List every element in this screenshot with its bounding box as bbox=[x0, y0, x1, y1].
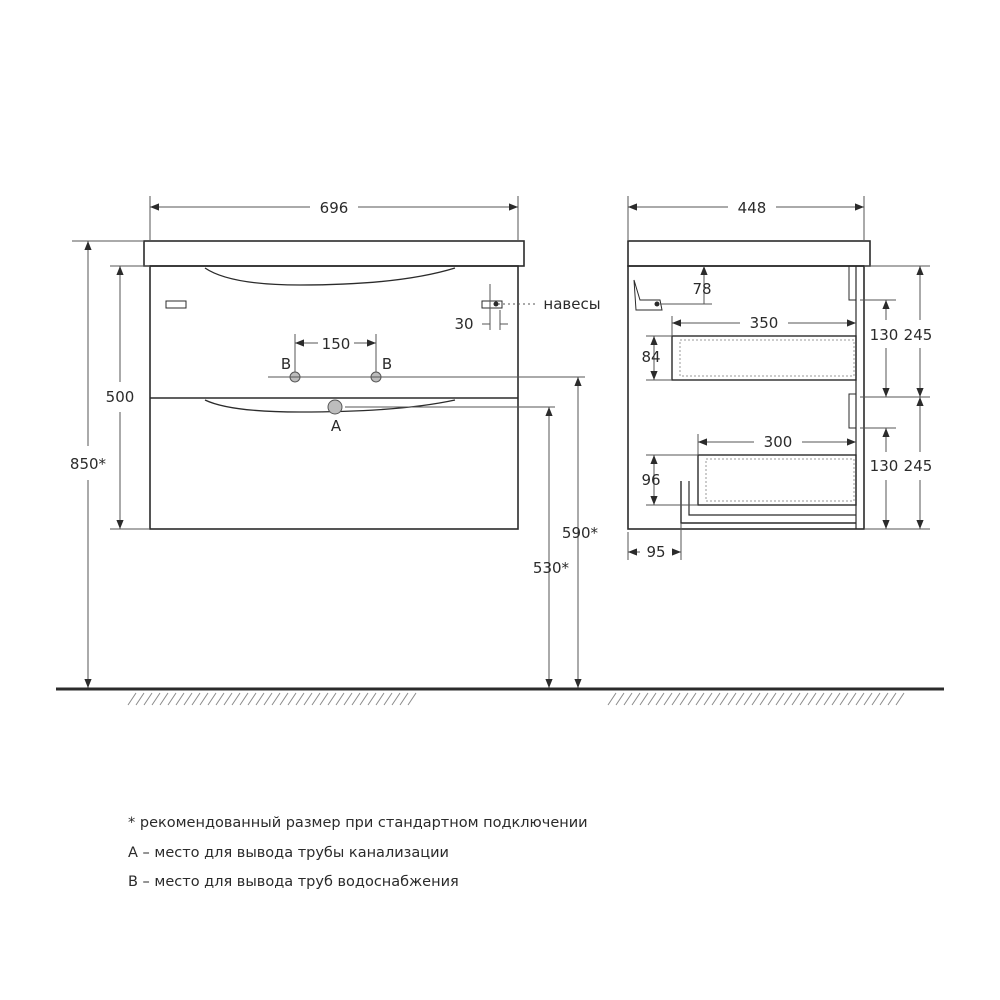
floor-hatch-mark bbox=[136, 693, 144, 705]
floor-hatch-mark bbox=[328, 693, 336, 705]
floor-hatch-mark bbox=[128, 693, 136, 705]
note-asterisk: * рекомендованный размер при стандартном подключении bbox=[128, 815, 588, 831]
floor-hatch-mark bbox=[840, 693, 848, 705]
note-a: А – место для вывода трубы канализации bbox=[128, 845, 449, 861]
floor-hatch-mark bbox=[624, 693, 632, 705]
floor-hatch-mark bbox=[304, 693, 312, 705]
floor-hatch-mark bbox=[776, 693, 784, 705]
floor bbox=[56, 689, 944, 705]
floor-hatch-mark bbox=[808, 693, 816, 705]
label-width-696: 696 bbox=[319, 199, 349, 217]
floor-hatch-mark bbox=[176, 693, 184, 705]
floor-hatch-mark bbox=[168, 693, 176, 705]
floor-hatch-mark bbox=[736, 693, 744, 705]
floor-hatch-mark bbox=[240, 693, 248, 705]
lower-drawer-inner bbox=[706, 459, 854, 501]
floor-hatch-mark bbox=[888, 693, 896, 705]
floor-hatch-mark bbox=[224, 693, 232, 705]
floor-hatch-mark bbox=[264, 693, 272, 705]
drain-pipe-hole bbox=[328, 400, 342, 414]
floor-hatch-mark bbox=[408, 693, 416, 705]
floor-hatch-mark bbox=[712, 693, 720, 705]
floor-hatch-mark bbox=[656, 693, 664, 705]
front-dimensions bbox=[69, 196, 585, 688]
label-height-590: 590* bbox=[561, 524, 599, 542]
floor-hatch-mark bbox=[248, 693, 256, 705]
label-b-right: B bbox=[381, 355, 393, 373]
floor-hatch-mark bbox=[760, 693, 768, 705]
floor-hatch-mark bbox=[728, 693, 736, 705]
floor-hatch-mark bbox=[144, 693, 152, 705]
floor-hatch-mark bbox=[608, 693, 616, 705]
floor-hatch-mark bbox=[688, 693, 696, 705]
floor-hatch-mark bbox=[640, 693, 648, 705]
floor-hatch-mark bbox=[368, 693, 376, 705]
label-a: A bbox=[330, 417, 342, 435]
floor-hatch-mark bbox=[280, 693, 288, 705]
label-upper-drawer-depth-350: 350 bbox=[749, 314, 779, 332]
upper-drawer bbox=[672, 336, 856, 380]
floor-hatch-mark bbox=[880, 693, 888, 705]
floor-hatch-mark bbox=[872, 693, 880, 705]
floor-hatch-mark bbox=[200, 693, 208, 705]
label-hole-spacing-150: 150 bbox=[321, 335, 351, 353]
floor-hatch-mark bbox=[296, 693, 304, 705]
floor-hatch-mark bbox=[376, 693, 384, 705]
label-hanger-offset-30: 30 bbox=[454, 315, 474, 333]
floor-hatch-mark bbox=[160, 693, 168, 705]
floor-hatch-mark bbox=[696, 693, 704, 705]
label-depth-448: 448 bbox=[737, 199, 767, 217]
floor-hatch-mark bbox=[208, 693, 216, 705]
lower-drawer bbox=[698, 455, 856, 505]
floor-hatching bbox=[128, 693, 904, 705]
floor-hatch-mark bbox=[344, 693, 352, 705]
floor-hatch-mark bbox=[800, 693, 808, 705]
floor-hatch-mark bbox=[192, 693, 200, 705]
floor-hatch-mark bbox=[272, 693, 280, 705]
floor-hatch-mark bbox=[352, 693, 360, 705]
floor-hatch-mark bbox=[768, 693, 776, 705]
floor-hatch-mark bbox=[288, 693, 296, 705]
floor-hatch-mark bbox=[392, 693, 400, 705]
label-hangers: навесы bbox=[543, 295, 601, 313]
label-cabinet-height-500: 500 bbox=[105, 388, 135, 406]
upper-drawer-inner bbox=[680, 340, 854, 376]
floor-hatch-mark bbox=[384, 693, 392, 705]
floor-hatch-mark bbox=[752, 693, 760, 705]
floor-hatch-mark bbox=[848, 693, 856, 705]
label-lower-drawer-height-96: 96 bbox=[641, 471, 661, 489]
floor-hatch-mark bbox=[680, 693, 688, 705]
floor-hatch-mark bbox=[856, 693, 864, 705]
floor-hatch-mark bbox=[896, 693, 904, 705]
hanger-right-dot bbox=[494, 302, 499, 307]
side-cabinet-body bbox=[628, 266, 864, 529]
floor-hatch-mark bbox=[616, 693, 624, 705]
floor-hatch-mark bbox=[744, 693, 752, 705]
lower-drawer-tray bbox=[681, 481, 856, 523]
floor-hatch-mark bbox=[232, 693, 240, 705]
floor-hatch-mark bbox=[832, 693, 840, 705]
label-lower-inner-130: 130 bbox=[869, 457, 899, 475]
front-view bbox=[144, 241, 524, 529]
floor-hatch-mark bbox=[400, 693, 408, 705]
floor-hatch-mark bbox=[864, 693, 872, 705]
floor-hatch-mark bbox=[704, 693, 712, 705]
label-upper-inner-130: 130 bbox=[869, 326, 899, 344]
label-toe-95: 95 bbox=[646, 543, 666, 561]
floor-hatch-mark bbox=[320, 693, 328, 705]
label-upper-drawer-height-84: 84 bbox=[641, 348, 661, 366]
floor-hatch-mark bbox=[360, 693, 368, 705]
label-top-offset-78: 78 bbox=[692, 280, 712, 298]
floor-hatch-mark bbox=[256, 693, 264, 705]
note-b: В – место для вывода труб водоснабжения bbox=[128, 874, 459, 890]
label-height-530: 530* bbox=[532, 559, 570, 577]
label-b-left: B bbox=[280, 355, 292, 373]
label-upper-outer-245: 245 bbox=[903, 326, 933, 344]
upper-handle-recess bbox=[205, 268, 455, 285]
label-lower-outer-245: 245 bbox=[903, 457, 933, 475]
side-countertop bbox=[628, 241, 870, 266]
floor-hatch-mark bbox=[664, 693, 672, 705]
floor-hatch-mark bbox=[632, 693, 640, 705]
floor-hatch-mark bbox=[816, 693, 824, 705]
dimension-labels bbox=[70, 199, 932, 577]
floor-hatch-mark bbox=[216, 693, 224, 705]
front-countertop bbox=[144, 241, 524, 266]
floor-hatch-mark bbox=[720, 693, 728, 705]
label-total-height-850: 850* bbox=[69, 455, 107, 473]
label-lower-drawer-depth-300: 300 bbox=[763, 433, 793, 451]
floor-hatch-mark bbox=[648, 693, 656, 705]
floor-hatch-mark bbox=[312, 693, 320, 705]
hanger-left bbox=[166, 301, 186, 308]
floor-hatch-mark bbox=[336, 693, 344, 705]
floor-hatch-mark bbox=[784, 693, 792, 705]
side-view bbox=[628, 241, 870, 529]
floor-hatch-mark bbox=[792, 693, 800, 705]
floor-hatch-mark bbox=[152, 693, 160, 705]
floor-hatch-mark bbox=[184, 693, 192, 705]
floor-hatch-mark bbox=[672, 693, 680, 705]
floor-hatch-mark bbox=[824, 693, 832, 705]
